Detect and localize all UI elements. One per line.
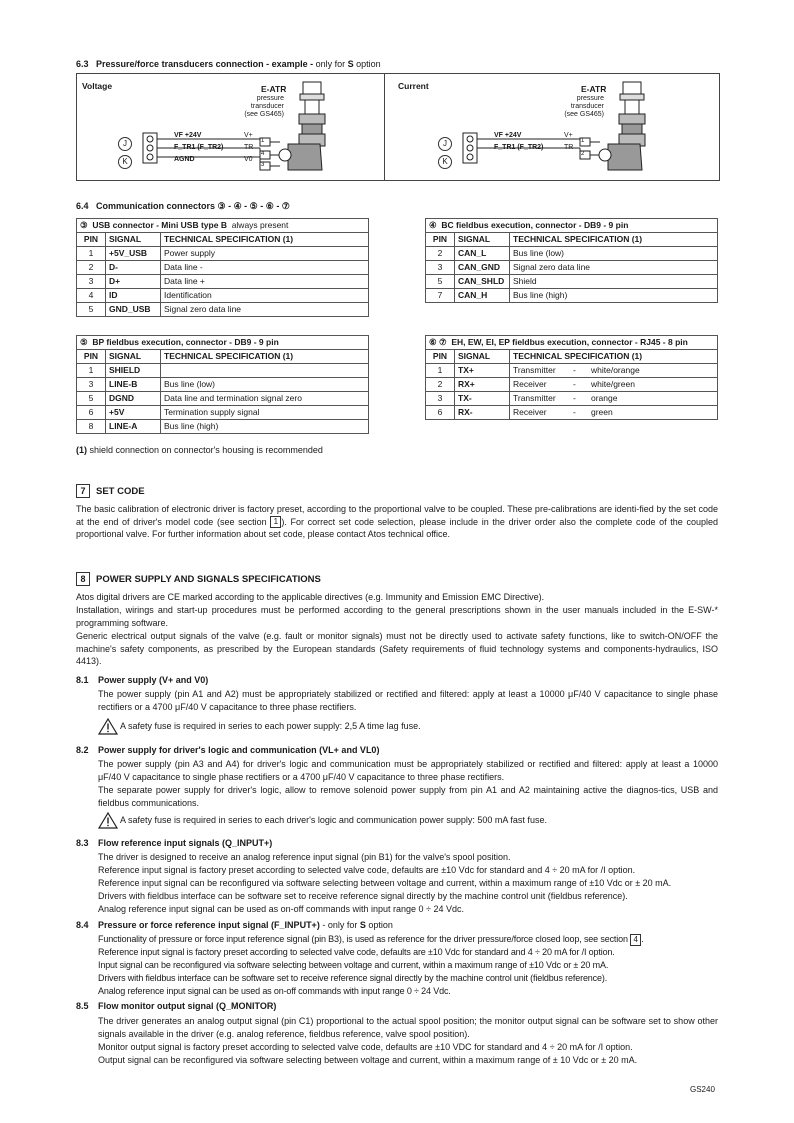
pin-3: 3 (261, 162, 265, 168)
voltage-device-name: E-ATR (261, 84, 287, 94)
s84-line-2: Reference input signal is factory preset according to selected valve code, defaults are ±10 Vdc for standard and 4 ÷ 20 mA for /I option. (98, 947, 615, 957)
section-8-heading: 8 POWER SUPPLY AND SIGNALS SPECIFICATIONS (76, 572, 321, 586)
table-row: 1 TX+ Transmitter - white/orange (426, 364, 718, 378)
pin-1: 1 (261, 138, 265, 144)
bp-connector-table: ⑤ BP fieldbus execution, connector - DB9 - 9 pin PIN SIGNAL TECHNICAL SPECIFICATION (1) 1 SHIELD 3 LINE-B Bus line (low) 5 DGND Data line and termination signal zero 6 +5V Termination supply signal 8 LINE-A Bus line (high) (76, 335, 369, 434)
eh-table-caption: ⑥ ⑦ EH, EW, EI, EP fieldbus execution, connector - RJ45 - 8 pin (426, 336, 718, 350)
s8-intro-3: Generic electrical output signals of the valve (e.g. fault or monitor signals) must not be directly used to activate safety functions, like to switch-ON/OFF the machine's safety components, as prescribed by the European standards (Safety requirements of fluid technology systems and components-hydraulics, ISO 4413). (76, 631, 718, 667)
current-device-name: E-ATR (581, 84, 607, 94)
section-ref-box: 4 (630, 934, 641, 946)
pin-1: 1 (581, 138, 585, 144)
eh-connector-table: ⑥ ⑦ EH, EW, EI, EP fieldbus execution, connector - RJ45 - 8 pin PIN SIGNAL TECHNICAL SPECIFICATION (1) 1 TX+ Transmitter - white/orange 2 RX+ Receiver - white/green 3 TX- Transmitter - orange 6 RX- Receiver - green (425, 335, 718, 420)
term-tr: TR (564, 144, 574, 151)
s84-line-4: Drivers with fieldbus interface can be software set to receive reference signal directly by the machine control unit (fieldbus reference). (98, 973, 608, 983)
s81-warning: A safety fuse is required in series to each power supply: 2,5 A time lag fuse. (98, 718, 421, 735)
wire-vf24v: VF +24V (174, 132, 202, 139)
table-row: 3 LINE-B Bus line (low) (77, 378, 369, 392)
s82-warning: A safety fuse is required in series to each driver's logic and communication power supply: 500 mA fast fuse. (98, 812, 547, 829)
term-tr: TR (244, 144, 254, 151)
s81-heading: 8.1 Power supply (V+ and V0) (76, 675, 209, 685)
current-device-desc: pressure transducer (see GS465) (564, 95, 604, 119)
s81-text: The power supply (pin A1 and A2) must be appropriately stabilized or rectified and filtered: apply at least a 10000 μF/40 V capacitance to single phase rectifiers or a 4700 μF/40 V capacitance to three phase rectifiers. (98, 689, 718, 712)
s85-line-2: Monitor output signal is factory preset according to selected valve code, defaults are ±10 VDC for standard and 4 ÷ 20 mA for /I option. (98, 1042, 633, 1052)
s8-intro-2: Installation, wirings and start-up procedures must be performed according to the general prescriptions shown in the user manuals included in the E-SW-* programming software. (76, 605, 718, 628)
connector-j-icon: J (118, 137, 132, 151)
bc-connector-table: ④ BC fieldbus execution, connector - DB9 - 9 pin PIN SIGNAL TECHNICAL SPECIFICATION (1) 2 CAN_L Bus line (low) 3 CAN_GND Signal zero data line 5 CAN_SHLD Shield 7 CAN_H Bus line (high) (425, 218, 718, 303)
s84-line-1: Functionality of pressure or force input reference signal (pin B3), is used as reference for the driver pressure/force closed loop, see section 4 . (98, 934, 644, 944)
s8-intro-1: Atos digital drivers are CE marked according to the applicable directives (e.g. Immunity and Emission EMC Directive). (76, 592, 545, 602)
section-number-box: 7 (76, 484, 90, 498)
s83-line-3: Reference input signal can be reconfigured via software selecting between voltage and current, within a maximum range of ±10 Vdc or ± 20 mA. (98, 878, 672, 888)
section-number-box: 8 (76, 572, 90, 586)
s83-line-1: The driver is designed to receive an analog reference input signal (pin B1) for the valve's spool position. (98, 852, 511, 862)
connector-k-icon: K (438, 155, 452, 169)
section-ref-box: 1 (270, 516, 281, 528)
s84-line-5: Analog reference input signal can be used as on-off commands with input range 0 ÷ 24 Vdc. (98, 986, 451, 996)
term-vplus: V+ (564, 132, 573, 139)
table-row: 4 ID Identification (77, 289, 369, 303)
voltage-device-desc: pressure transducer (see GS465) (244, 95, 284, 119)
section-6-3-title: 6.3 Pressure/force transducers connection - example - only for S option (76, 59, 381, 69)
wire-agnd: AGND (174, 156, 195, 163)
s83-heading: 8.3 Flow reference input signals (Q_INPUT+) (76, 838, 273, 848)
table-row: 2 CAN_L Bus line (low) (426, 247, 718, 261)
bp-table-caption: ⑤ BP fieldbus execution, connector - DB9 - 9 pin (77, 336, 369, 350)
bc-table-caption: ④ BC fieldbus execution, connector - DB9 - 9 pin (426, 219, 718, 233)
pin-4: 4 (261, 151, 265, 157)
term-vplus: V+ (244, 132, 253, 139)
s82-text-2: The separate power supply for driver's logic, allow to remove solenoid power supply from pin A1 and A2 maintaining active the diagnos-tics, USB and fieldbus communications. (98, 785, 718, 808)
s85-line-3: Output signal can be reconfigured via software selecting between voltage and current, within a maximum range of ± 10 Vdc or ± 20 mA. (98, 1055, 638, 1065)
connector-j-icon: J (438, 137, 452, 151)
s84-heading: 8.4 Pressure or force reference input signal (F_INPUT+) - only for S option (76, 920, 393, 930)
page-code: GS240 (690, 1085, 715, 1094)
table-footnote: (1) shield connection on connector's housing is recommended (76, 445, 323, 455)
table-row: 2 RX+ Receiver - white/green (426, 378, 718, 392)
set-code-paragraph: The basic calibration of electronic driver is factory preset, according to the proportional valve to be coupled. These pre-calibrations are identi-fied by the set code at the end of driver's model code (see section 1 ). For correct set code selection, please include in the driver order also the complete code of the coupled proportional valve. For further information about set code, please contact Atos technical office. (76, 504, 718, 540)
section-6-4-title: 6.4 Communication connectors ③ - ④ - ⑤ - ⑥ - ⑦ (76, 201, 290, 211)
s84-line-3: Input signal can be reconfigured via software selecting between voltage and current, within a maximum range of ±10 Vdc or ± 20 mA. (98, 960, 609, 970)
table-row: 6 +5V Termination supply signal (77, 406, 369, 420)
table-row: 6 RX- Receiver - green (426, 406, 718, 420)
usb-table-caption: ③ USB connector - Mini USB type B always present (77, 219, 369, 233)
voltage-wiring-diagram (110, 78, 340, 178)
table-row: 3 TX- Transmitter - orange (426, 392, 718, 406)
table-row: 5 DGND Data line and termination signal zero (77, 392, 369, 406)
table-row: 8 LINE-A Bus line (high) (77, 420, 369, 434)
table-row: 1 +5V_USB Power supply (77, 247, 369, 261)
s83-line-4: Drivers with fieldbus interface can be software set to receive reference signal directly by the machine control unit (fieldbus reference). (98, 891, 628, 901)
s83-line-5: Analog reference input signal can be used as on-off commands with input range 0 ÷ 24 Vdc. (98, 904, 464, 914)
wire-ftr1: F_TR1 (F_TR2) (174, 144, 224, 151)
diagram-divider (384, 73, 385, 180)
warning-icon (98, 812, 118, 829)
s85-heading: 8.5 Flow monitor output signal (Q_MONITOR) (76, 1001, 277, 1011)
table-row: 5 GND_USB Signal zero data line (77, 303, 369, 317)
table-row: 1 SHIELD (77, 364, 369, 378)
table-row: 7 CAN_H Bus line (high) (426, 289, 718, 303)
pin-2: 2 (581, 151, 585, 157)
current-wiring-diagram (430, 78, 660, 178)
table-row: 2 D- Data line - (77, 261, 369, 275)
table-row: 5 CAN_SHLD Shield (426, 275, 718, 289)
connector-k-icon: K (118, 155, 132, 169)
table-row: 3 D+ Data line + (77, 275, 369, 289)
current-label: Current (398, 81, 429, 91)
term-v0: V0 (244, 156, 253, 163)
table-row: 3 CAN_GND Signal zero data line (426, 261, 718, 275)
s83-line-2: Reference input signal is factory preset according to selected valve code, defaults are ±10 Vdc for standard and 4 ÷ 20 mA for /I option. (98, 865, 636, 875)
warning-icon (98, 718, 118, 735)
voltage-label: Voltage (82, 81, 113, 91)
s85-line-1: The driver generates an analog output signal (pin C1) proportional to the actual spool position; the monitor output signal can be software set to show other signals available in the driver (e.g. analog reference, fieldbus reference, valve spool position). (98, 1016, 718, 1039)
section-7-heading: 7 SET CODE (76, 484, 145, 498)
wire-vf24v: VF +24V (494, 132, 522, 139)
wire-ftr1: F_TR1 (F_TR2) (494, 144, 544, 151)
usb-connector-table: ③ USB connector - Mini USB type B always present PIN SIGNAL TECHNICAL SPECIFICATION (1) 1 +5V_USB Power supply 2 D- Data line - 3 D+ Data line + 4 ID Identification 5 GND_USB Signal zero data line (76, 218, 369, 317)
s82-heading: 8.2 Power supply for driver's logic and communication (VL+ and VL0) (76, 745, 380, 755)
s82-text-1: The power supply (pin A3 and A4) for driver's logic and communication must be appropriately stabilized or rectified and filtered: apply at least a 10000 μF/40 V capacitance to single phase rectifiers or a 4700 μF/40 V capacitance to three phase rectifiers. (98, 759, 718, 782)
